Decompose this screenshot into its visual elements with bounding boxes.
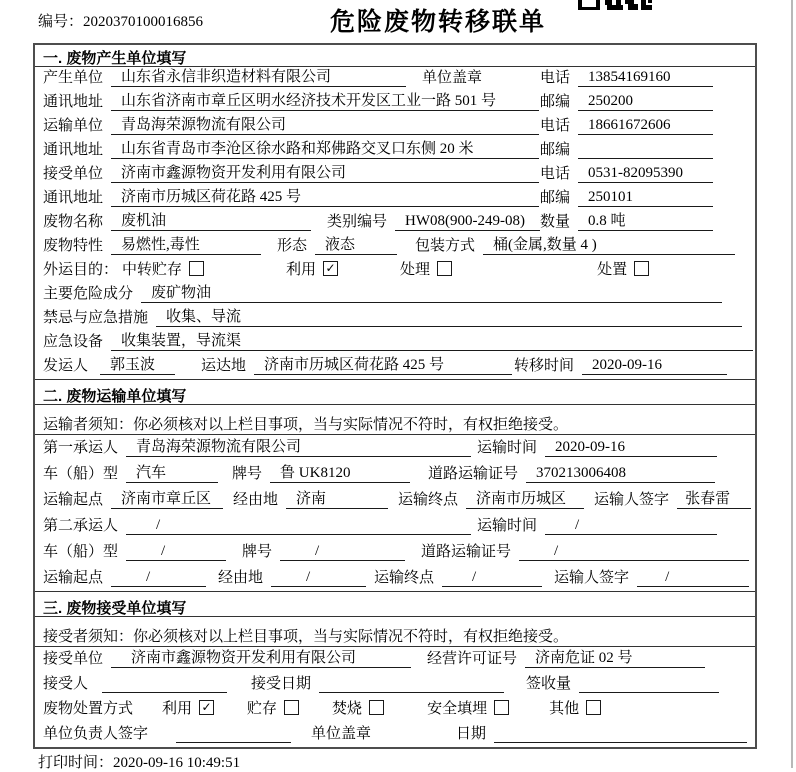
vehicle1-label: 车（船）型 xyxy=(43,466,119,482)
phone2-label: 电话 xyxy=(539,118,570,134)
zip3-label: 邮编 xyxy=(539,190,570,206)
row-route1 xyxy=(35,487,755,513)
checkbox-treat xyxy=(400,258,452,279)
checkbox-other xyxy=(549,697,601,718)
checkbox-use-box xyxy=(323,261,338,276)
plate1-label: 牌号 xyxy=(232,466,263,482)
row-disposal-method xyxy=(35,697,755,722)
checkmark xyxy=(370,701,383,714)
carrier2-label: 第二承运人 xyxy=(43,518,119,534)
origin2-label: 运输起点 xyxy=(43,570,104,586)
receive-date-value xyxy=(319,674,504,693)
row-route2 xyxy=(35,565,755,591)
address2-label: 通讯地址 xyxy=(43,142,104,158)
end2-value: / xyxy=(442,568,542,587)
road-permit2-value: / xyxy=(519,542,749,561)
origin2-value: / xyxy=(111,568,206,587)
phone2-value: 18661672606 xyxy=(578,116,713,135)
checkbox-landfill xyxy=(427,697,509,718)
license-label: 经营许可证号 xyxy=(427,651,518,667)
row-hazard-component xyxy=(35,283,755,307)
row-sender xyxy=(35,355,755,379)
via1-label: 经由地 xyxy=(233,492,279,508)
phone1-label: 电话 xyxy=(539,70,570,86)
checkbox-dispose xyxy=(597,258,649,279)
section2-note: 运输者须知：你必须核对以上栏目事项，当与实际情况不符时，有权拒绝接受。 xyxy=(35,405,755,435)
transport-unit-label: 运输单位 xyxy=(43,118,104,134)
row-carrier1 xyxy=(35,435,755,461)
row-carrier2 xyxy=(35,513,755,539)
date-label: 日期 xyxy=(456,726,487,742)
time1-value: 2020-09-16 xyxy=(545,438,717,457)
sender-value: 郭玉波 xyxy=(100,356,175,375)
receive-unit-label: 接受单位 xyxy=(43,166,104,182)
checkmark xyxy=(587,701,600,714)
property-label: 废物特性 xyxy=(43,238,104,254)
address1-value: 山东省济南市章丘区明水经济技术开发区工业一路 501 号 xyxy=(111,92,539,111)
end2-label: 运输终点 xyxy=(374,570,435,586)
date-value xyxy=(494,724,747,743)
sign2-value: / xyxy=(637,568,749,587)
vehicle1-value: 汽车 xyxy=(126,464,218,483)
zip1-value: 250200 xyxy=(578,92,713,111)
time2-value: / xyxy=(545,516,717,535)
sender-label: 发运人 xyxy=(43,358,89,374)
end1-label: 运输终点 xyxy=(398,492,459,508)
address1-label: 通讯地址 xyxy=(43,94,104,110)
sign1-label: 运输人签字 xyxy=(594,492,670,508)
row-receiver xyxy=(35,672,755,697)
form-value: 液态 xyxy=(315,236,397,255)
receiver-value xyxy=(102,674,227,693)
transport-unit-value: 青岛海荣源物流有限公司 xyxy=(111,116,539,135)
receive-unit3-value: 济南市鑫源物资开发利用有限公司 xyxy=(111,649,411,668)
checkbox-store-label: 贮存 xyxy=(247,701,278,717)
checkbox-burn-label: 焚烧 xyxy=(332,701,363,717)
phone3-label: 电话 xyxy=(539,166,570,182)
row-vehicle1 xyxy=(35,461,755,487)
taboo-label: 禁忌与应急措施 xyxy=(43,310,149,326)
doc-number xyxy=(38,10,203,31)
receive-date-label: 接受日期 xyxy=(251,676,312,692)
row-receive-unit-3 xyxy=(35,647,755,672)
section3-header: 三. 废物接受单位填写 xyxy=(35,591,755,617)
packing-label: 包装方式 xyxy=(415,238,476,254)
taboo-value: 收集、导流 xyxy=(156,308,742,327)
qr-code-fragment xyxy=(578,0,652,10)
checkbox-dispose-box xyxy=(634,261,649,276)
plate2-label: 牌号 xyxy=(242,544,273,560)
plate1-value: 鲁 UK8120 xyxy=(270,464,410,483)
disposal-label: 废物处置方式 xyxy=(43,701,134,717)
destination-label: 运达地 xyxy=(201,358,247,374)
qty-value: 0.8 吨 xyxy=(578,212,713,231)
checkmark: ✓ xyxy=(325,261,336,275)
row-head-signature xyxy=(35,722,755,747)
print-time-label: 打印时间： xyxy=(38,755,114,771)
equipment-label: 应急设备 xyxy=(43,334,104,350)
zip2-label: 邮编 xyxy=(539,142,570,158)
transfer-time-value: 2020-09-16 xyxy=(582,356,727,375)
unit-seal3-label: 单位盖章 xyxy=(311,726,372,742)
checkbox-store xyxy=(247,697,299,718)
row-purpose xyxy=(35,259,755,283)
road-permit1-label: 道路运输证号 xyxy=(428,466,519,482)
checkbox-dispose-label: 处置 xyxy=(597,262,628,278)
packing-value: 桶(金属,数量 4 ) xyxy=(483,236,735,255)
license-value: 济南危证 02 号 xyxy=(525,649,705,668)
phone3-value: 0531-82095390 xyxy=(578,164,713,183)
signed-qty-label: 签收量 xyxy=(526,676,572,692)
checkbox-use xyxy=(286,258,338,279)
checkbox-other-label: 其他 xyxy=(549,701,580,717)
produce-unit-value: 山东省永信非织造材料有限公司 xyxy=(111,68,406,87)
vehicle2-label: 车（船）型 xyxy=(43,544,119,560)
checkmark xyxy=(190,262,203,275)
print-time xyxy=(38,751,240,772)
sign1-value: 张春雷 xyxy=(677,490,751,509)
doc-number-label: 编号： xyxy=(38,14,84,30)
head-sign-value xyxy=(176,724,291,743)
doc-number-value: 2020370100016856 xyxy=(83,14,204,30)
receiver-label: 接受人 xyxy=(43,676,89,692)
hazard-label: 主要危险成分 xyxy=(43,286,134,302)
zip1-label: 邮编 xyxy=(539,94,570,110)
checkmark: ✓ xyxy=(201,700,212,714)
time2-label: 运输时间 xyxy=(476,518,537,534)
page-edge xyxy=(791,0,793,768)
section3-note: 接受者须知：你必须核对以上栏目事项，当与实际情况不符时，有权拒绝接受。 xyxy=(35,617,755,647)
zip3-value: 250101 xyxy=(578,188,713,207)
plate2-value: / xyxy=(280,542,405,561)
origin1-label: 运输起点 xyxy=(43,492,104,508)
sign2-label: 运输人签字 xyxy=(554,570,630,586)
receive-unit-value: 济南市鑫源物资开发利用有限公司 xyxy=(111,164,539,183)
transfer-time-label: 转移时间 xyxy=(513,358,574,374)
checkbox-landfill-label: 安全填埋 xyxy=(427,701,488,717)
row-waste-name xyxy=(35,211,755,235)
qty-label: 数量 xyxy=(540,214,571,230)
checkbox-transfer-storage-label: 中转贮存 xyxy=(122,262,183,278)
category-value: HW08(900-249-08) xyxy=(395,212,540,231)
row-produce-unit xyxy=(35,67,755,91)
destination-value: 济南市历城区荷花路 425 号 xyxy=(254,356,512,375)
carrier2-value: / xyxy=(126,516,471,535)
row-vehicle2 xyxy=(35,539,755,565)
checkmark xyxy=(285,701,298,714)
receive-unit3-label: 接受单位 xyxy=(43,651,104,667)
via2-label: 经由地 xyxy=(218,570,264,586)
purpose-label: 外运目的： xyxy=(43,262,119,278)
row-address3 xyxy=(35,187,755,211)
checkmark xyxy=(438,262,451,275)
form-label: 形态 xyxy=(277,238,308,254)
waste-name-label: 废物名称 xyxy=(43,214,104,230)
checkbox-use3-label: 利用 xyxy=(162,701,193,717)
road-permit1-value: 370213006408 xyxy=(526,464,715,483)
checkbox-burn-box xyxy=(369,700,384,715)
signed-qty-value xyxy=(579,674,719,693)
checkbox-treat-box xyxy=(437,261,452,276)
address3-value: 济南市历城区荷花路 425 号 xyxy=(111,188,539,207)
row-address2 xyxy=(35,139,755,163)
checkbox-use3 xyxy=(162,697,214,718)
checkbox-transfer-storage xyxy=(122,258,204,279)
row-taboo-measures xyxy=(35,307,755,331)
vehicle2-value: / xyxy=(126,542,226,561)
checkbox-other-box xyxy=(586,700,601,715)
road-permit2-label: 道路运输证号 xyxy=(421,544,512,560)
via2-value: / xyxy=(271,568,366,587)
equipment-value: 收集装置，导流渠 xyxy=(111,332,753,351)
end1-value: 济南市历城区 xyxy=(466,490,584,509)
checkbox-landfill-box xyxy=(494,700,509,715)
section2-header: 二. 废物运输单位填写 xyxy=(35,379,755,405)
via1-value: 济南 xyxy=(286,490,388,509)
checkbox-use-label: 利用 xyxy=(286,262,317,278)
checkbox-use3-box xyxy=(199,700,214,715)
manifest-form xyxy=(33,43,757,749)
row-receive-unit xyxy=(35,163,755,187)
unit-seal-label: 单位盖章 xyxy=(422,70,483,86)
carrier1-label: 第一承运人 xyxy=(43,440,119,456)
checkmark xyxy=(495,701,508,714)
row-waste-property xyxy=(35,235,755,259)
row-address1 xyxy=(35,91,755,115)
checkbox-store-box xyxy=(284,700,299,715)
category-label: 类别编号 xyxy=(327,214,388,230)
hazard-value: 废矿物油 xyxy=(141,284,722,303)
address2-value: 山东省青岛市李沧区徐水路和郑佛路交叉口东侧 20 米 xyxy=(111,140,539,159)
zip2-value xyxy=(578,140,713,159)
checkmark xyxy=(635,262,648,275)
section1-header: 一. 废物产生单位填写 xyxy=(35,45,755,67)
checkbox-burn xyxy=(332,697,384,718)
time1-label: 运输时间 xyxy=(476,440,537,456)
address3-label: 通讯地址 xyxy=(43,190,104,206)
property-value: 易燃性,毒性 xyxy=(111,236,261,255)
head-sign-label: 单位负责人签字 xyxy=(43,726,149,742)
waste-name-value: 废机油 xyxy=(111,212,311,231)
checkbox-treat-label: 处理 xyxy=(400,262,431,278)
row-emergency-equipment xyxy=(35,331,755,355)
carrier1-value: 青岛海荣源物流有限公司 xyxy=(126,438,471,457)
produce-unit-label: 产生单位 xyxy=(43,70,104,86)
row-transport-unit xyxy=(35,115,755,139)
page-title: 危险废物转移联单 xyxy=(330,8,547,36)
phone1-value: 13854169160 xyxy=(578,68,713,87)
checkbox-transfer-storage-box xyxy=(189,261,204,276)
print-time-value: 2020-09-16 10:49:51 xyxy=(113,755,241,771)
origin1-value: 济南市章丘区 xyxy=(111,490,223,509)
